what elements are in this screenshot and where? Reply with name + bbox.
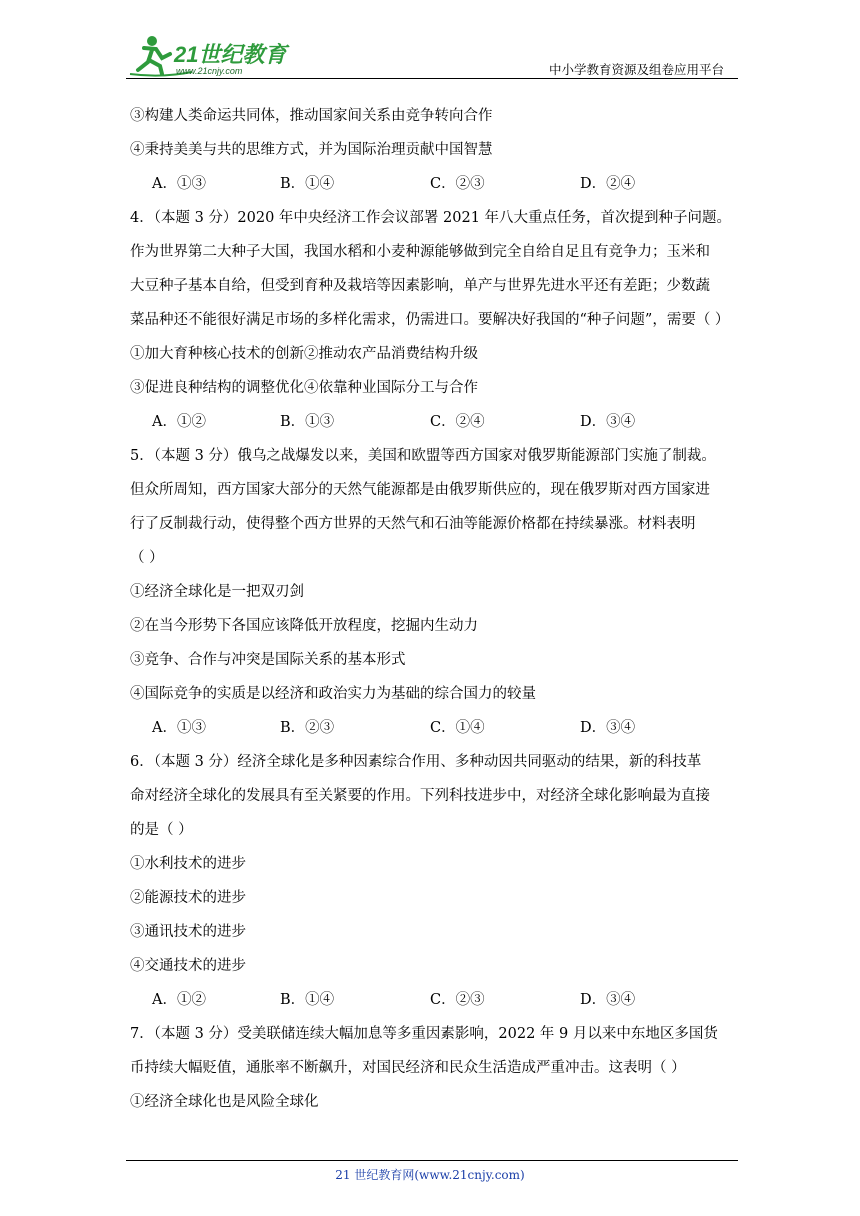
answer-option: A．①③ [152, 720, 206, 736]
answer-option: C．②③ [430, 176, 485, 192]
header-divider [126, 78, 738, 79]
runner-icon [122, 32, 292, 78]
platform-name: 中小学教育资源及组卷应用平台 [548, 62, 724, 77]
footer-source: 21 世纪教育网(www.21cnjy.com) [335, 1168, 525, 1182]
text-line: ④国际竞争的实质是以经济和政治实力为基础的综合国力的较量 [130, 686, 536, 702]
text-line: 命对经济全球化的发展具有至关紧要的作用。下列科技进步中，对经济全球化影响最为直接 [130, 788, 710, 804]
text-line: 大豆种子基本自给，但受到育种及栽培等因素影响，单产与世界先进水平还有差距；少数蔬 [130, 278, 710, 294]
answer-option: B．①③ [280, 414, 335, 430]
text-line: 7．（本题 3 分）受美联储连续大幅加息等多重因素影响，2022 年 9 月以来中东地区多国货 [130, 1026, 718, 1042]
answer-option: A．①② [152, 414, 206, 430]
answer-option: D．③④ [580, 720, 636, 736]
footer-divider [126, 1160, 738, 1161]
site-logo [122, 32, 292, 78]
text-line: 币持续大幅贬值，通胀率不断飙升，对国民经济和民众生活造成严重冲击。这表明（ ） [130, 1060, 686, 1076]
text-line: ③促进良种结构的调整优化④依靠种业国际分工与合作 [130, 380, 478, 396]
text-line: ②能源技术的进步 [130, 890, 246, 906]
text-line: ③构建人类命运共同体，推动国家间关系由竞争转向合作 [130, 108, 493, 124]
text-line: ①加大育种核心技术的创新②推动农产品消费结构升级 [130, 346, 478, 362]
text-line: ②在当今形势下各国应该降低开放程度，挖掘内生动力 [130, 618, 478, 634]
text-line: 5．（本题 3 分）俄乌之战爆发以来，美国和欧盟等西方国家对俄罗斯能源部门实施了制裁。 [130, 448, 716, 464]
answer-option: D．③④ [580, 992, 636, 1008]
text-line: 作为世界第二大种子大国，我国水稻和小麦种源能够做到完全自给自足且有竞争力；玉米和 [130, 244, 710, 260]
text-line: 4．（本题 3 分）2020 年中央经济工作会议部署 2021 年八大重点任务，首次提到种子问题。 [130, 210, 732, 226]
text-line: ①水利技术的进步 [130, 856, 246, 872]
answer-option: B．①④ [280, 176, 335, 192]
answer-option: D．②④ [580, 176, 636, 192]
text-line: ③通讯技术的进步 [130, 924, 246, 940]
logo-text: 21世纪教育 [174, 42, 287, 67]
logo-url: www.21cnjy.com [176, 66, 243, 76]
answer-option: A．①③ [152, 176, 206, 192]
text-line: ①经济全球化也是风险全球化 [130, 1094, 319, 1110]
answer-option: C．②③ [430, 992, 485, 1008]
text-line: 行了反制裁行动，使得整个西方世界的天然气和石油等能源价格都在持续暴涨。材料表明 [130, 516, 696, 532]
text-line: （ ） [130, 550, 164, 566]
answer-option: A．①② [152, 992, 206, 1008]
text-line: ③竞争、合作与冲突是国际关系的基本形式 [130, 652, 406, 668]
answer-option: B．②③ [280, 720, 335, 736]
answer-option: B．①④ [280, 992, 335, 1008]
text-line: ④交通技术的进步 [130, 958, 246, 974]
text-line: 6．（本题 3 分）经济全球化是多种因素综合作用、多种动因共同驱动的结果，新的科技革 [130, 754, 702, 770]
answer-option: C．②④ [430, 414, 485, 430]
text-line: ④秉持美美与共的思维方式，并为国际治理贡献中国智慧 [130, 142, 493, 158]
text-line: 但众所周知，西方国家大部分的天然气能源都是由俄罗斯供应的，现在俄罗斯对西方国家进 [130, 482, 710, 498]
text-line: ①经济全球化是一把双刃剑 [130, 584, 304, 600]
answer-option: D．③④ [580, 414, 636, 430]
text-line: 菜品种还不能很好满足市场的多样化需求，仍需进口。要解决好我国的“种子问题”，需要（ ） [130, 312, 730, 328]
answer-option: C．①④ [430, 720, 485, 736]
text-line: 的是（ ） [130, 822, 193, 838]
